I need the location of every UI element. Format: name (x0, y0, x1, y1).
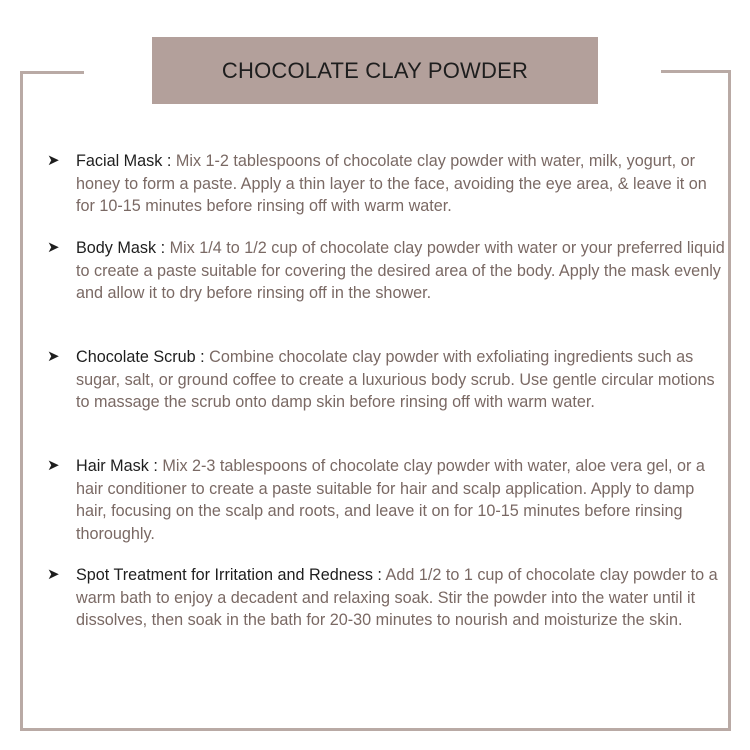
list-item-facial-mask (47, 150, 727, 218)
list-item-heading: Facial Mask : (76, 152, 176, 170)
arrow-bullet-icon: ➤ (47, 456, 60, 474)
list-item-body: Combine chocolate clay powder with exfoliating ingredients such as sugar, salt, or ground coffee to create a luxurious body scrub. Use gentle circular motions to massage the scrub onto damp skin before rinsing off with warm water. (76, 348, 715, 412)
list-item-heading: Body Mask : (76, 239, 170, 257)
list-item-body: Mix 1/4 to 1/2 cup of chocolate clay powder with water or your preferred liquid to create a paste suitable for covering the desired area of the body. Apply the mask evenly and allow it to dry before rinsing off in the shower. (76, 239, 725, 303)
arrow-bullet-icon: ➤ (47, 238, 60, 256)
frame-bottom-line (20, 728, 731, 731)
list-item-text (76, 346, 727, 414)
list-item-hair-mask (47, 455, 727, 546)
list-item-body: Add 1/2 to 1 cup of chocolate clay powder to a warm bath to enjoy a decadent and relaxing soak. Stir the powder into the water until it dissolves, then soak in the bath for 20-30 minutes to nourish and moisturize the skin. (76, 566, 718, 630)
frame-left-line (20, 71, 23, 731)
list-item-spot-treatment (47, 564, 727, 632)
list-item-chocolate-scrub (47, 346, 727, 414)
list-item-body-mask (47, 237, 727, 305)
list-item-text (76, 150, 727, 218)
frame-right-line (728, 70, 731, 731)
list-item-heading: Hair Mask : (76, 457, 163, 475)
list-item-text (76, 455, 727, 546)
title-banner (152, 37, 598, 104)
arrow-bullet-icon: ➤ (47, 565, 60, 583)
list-item-text (76, 237, 727, 305)
arrow-bullet-icon: ➤ (47, 151, 60, 169)
list-item-heading: Chocolate Scrub : (76, 348, 210, 366)
page-title: CHOCOLATE CLAY POWDER (221, 57, 529, 83)
list-item-heading: Spot Treatment for Irritation and Redness : (76, 566, 386, 584)
list-item-body: Mix 1-2 tablespoons of chocolate clay powder with water, milk, yogurt, or honey to form a paste. Apply a thin layer to the face, avoiding the eye area, & leave it on for 10-15 minutes before rinsing off with warm water. (76, 152, 707, 216)
list-item-body: Mix 2-3 tablespoons of chocolate clay powder with water, aloe vera gel, or a hair conditioner to create a paste suitable for hair and scalp application. Apply to damp hair, focusing on the scalp and roots, and leave it on for 10-15 minutes before rinsing thoroughly. (76, 457, 705, 544)
list-item-text (76, 564, 727, 632)
frame-top-right-line (661, 70, 730, 73)
arrow-bullet-icon: ➤ (47, 347, 60, 365)
frame-top-left-line (20, 71, 84, 74)
